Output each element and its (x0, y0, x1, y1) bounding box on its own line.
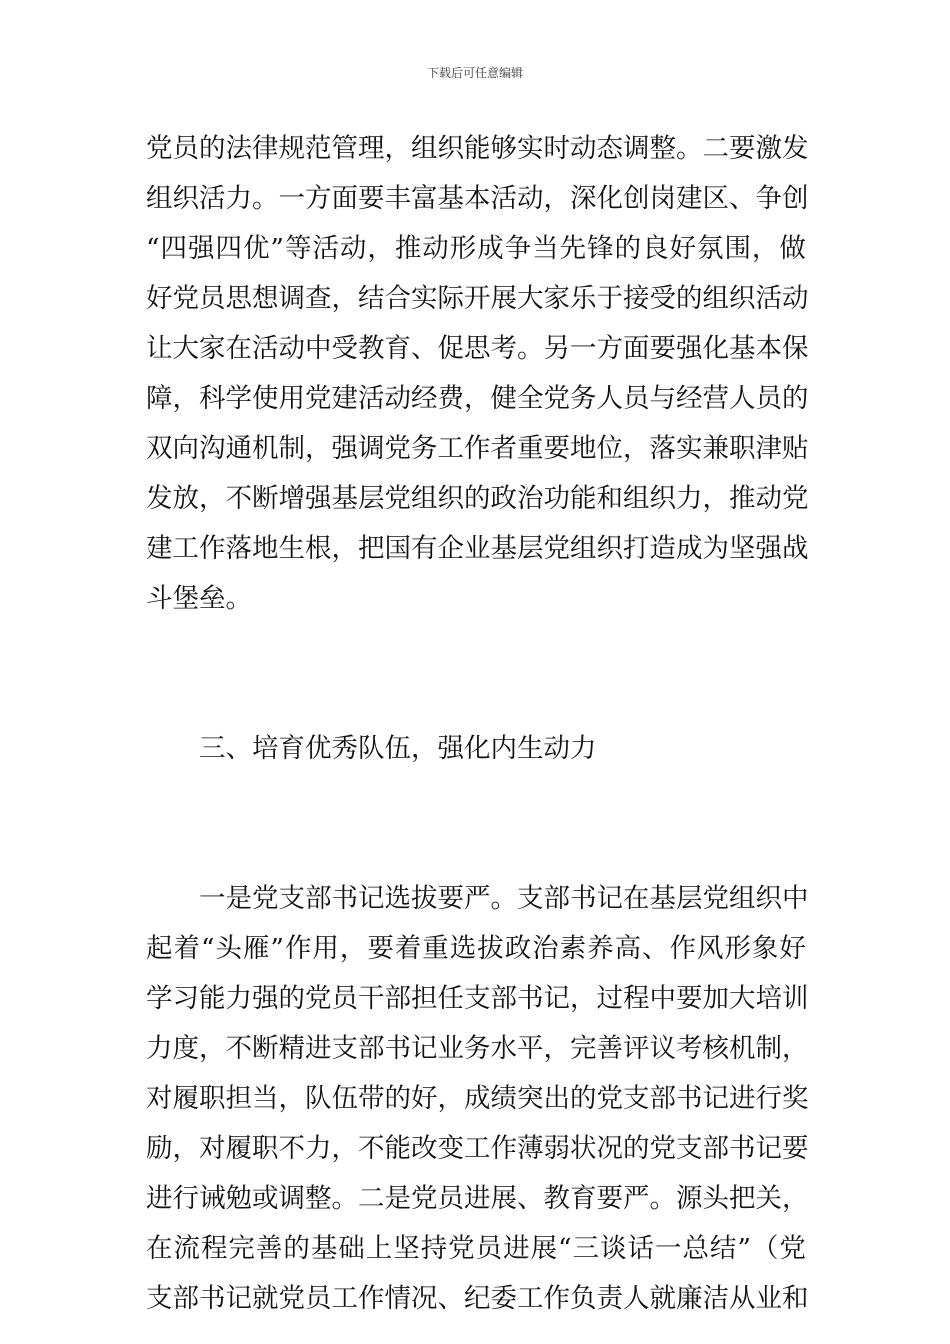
text-line: 发 放 ， 不 断 增 强 基 层 党 组 织 的 政 治 功 能 和 组 织 力 ， 推 动 党 (146, 483, 809, 514)
text-line: 在 流 程 完 善 的 基 础 上 坚 持 党 员 进 展 “ 三 谈 话 一 总 结 ” （ 党 (146, 1233, 806, 1264)
text-line: 建 工 作 落 地 生 根 ， 把 国 有 企 业 基 层 党 组 织 打 造 成 为 坚 强 战 (146, 533, 809, 564)
text-line: 斗堡垒。 (146, 583, 252, 614)
paragraph-gap (146, 774, 806, 874)
text-line: 双 向 沟 通 机 制 ， 强 调 党 务 工 作 者 重 要 地 位 ， 落 实 兼 职 津 贴 (146, 433, 809, 464)
text-line: 障 ， 科 学 使 用 党 建 活 动 经 费 ， 健 全 党 务 人 员 与 经 营 人 员 的 (146, 383, 809, 414)
page-header: 下载后可任意编辑 (426, 66, 523, 80)
text-line: 让 大 家 在 活 动 中 受 教 育 、 促 思 考 。 另 一 方 面 要 强 化 基 本 保 (146, 333, 809, 364)
text-line: 好 党 员 思 想 调 查 ， 结 合 实 际 开 展 大 家 乐 于 接 受 的 组 织 活 动 (146, 283, 809, 314)
text-line: 党 员 的 法 律 规 范 管 理 ， 组 织 能 够 实 时 动 态 调 整 。 二 要 激 发 (146, 133, 809, 164)
document-body (146, 124, 809, 1324)
paragraph-party-management (146, 124, 809, 624)
text-line: 对 履 职 担 当 ， 队 伍 带 的 好 ， 成 绩 突 出 的 党 支 部 书 记 进 行 奖 (146, 1083, 809, 1114)
paragraph-gap (146, 624, 806, 724)
text-line: 学 习 能 力 强 的 党 员 干 部 担 任 支 部 书 记 ， 过 程 中 要 加 大 培 训 (146, 983, 809, 1014)
text-line: 力 度 ， 不 断 精 进 支 部 书 记 业 务 水 平 ， 完 善 评 议 考 核 机 制 ， (146, 1033, 809, 1064)
section-heading: 三、培育优秀队伍，强化内生动力 (199, 733, 597, 764)
text-line: 起 着 “ 头 雁 ” 作 用 ， 要 着 重 选 拔 政 治 素 养 高 、 作 风 形 象 好 (146, 933, 806, 964)
paragraph-cultivate-team (146, 874, 809, 1324)
text-line: 支 部 书 记 就 党 员 工 作 情 况 、 纪 委 工 作 负 责 人 就 廉 洁 从 业 和 (146, 1283, 809, 1314)
text-line: 组 织 活 力 。 一 方 面 要 丰 富 基 本 活 动 ， 深 化 创 岗 建 区 、 争 创 (146, 183, 809, 214)
text-line: 进 行 诫 勉 或 调 整 。 二 是 党 员 进 展 、 教 育 要 严 。 源 头 把 关 ， (146, 1183, 809, 1214)
text-line: 一是党支部书记选拔要严。支部书记在基层党组织中 (199, 883, 809, 914)
text-line: 励 ， 对 履 职 不 力 ， 不 能 改 变 工 作 薄 弱 状 况 的 党 支 部 书 记 要 (146, 1133, 809, 1164)
text-line: “ 四 强 四 优 ” 等 活 动 ， 推 动 形 成 争 当 先 锋 的 良 好 氛 围 ， 做 (146, 233, 806, 264)
